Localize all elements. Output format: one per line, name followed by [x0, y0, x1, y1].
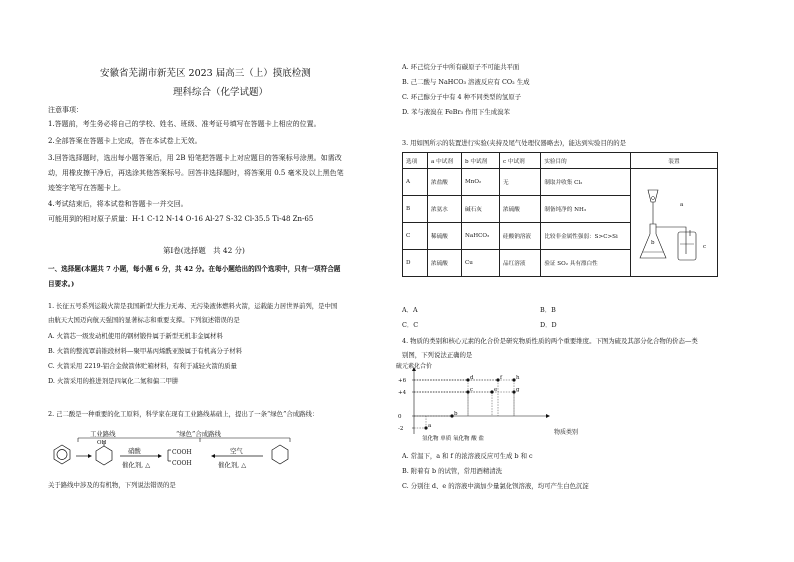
q3-stem: 3. 用如图所示的装置进行实验(夹持及尾气处理仪器略去)，能达到实验目的的是 [402, 139, 627, 147]
y-axis-label: 硫元素化合价 [396, 363, 433, 370]
point-label-g: g [516, 387, 520, 393]
table-cell: 验证 SO₂ 具有漂白性 [541, 250, 631, 277]
table-cell: 无 [500, 169, 541, 196]
part1-heading: 第Ⅰ卷(选择题 共 42 分) [163, 246, 245, 255]
point-label-a: a [428, 423, 432, 429]
exam-title: 安徽省芜湖市新芜区 2023 届高三（上）摸底检测 [100, 68, 311, 79]
point-label-h: h [516, 375, 520, 381]
apparatus-label-c: c [703, 244, 707, 250]
cyclohexane-structure [272, 445, 288, 464]
table-header-row [403, 153, 718, 169]
y-tick-label: +4 [398, 390, 407, 396]
table-cell: Cu [462, 250, 500, 277]
cooh-label: COOH [172, 460, 192, 467]
reagent-air: 空气 [230, 447, 243, 455]
q2-option-c: C. 环己醇分子中有 4 种不同类型的氢原子 [402, 93, 522, 101]
table-cell: C [403, 223, 428, 250]
notice-line: 迹签字笔写在答题卡上。 [48, 184, 125, 192]
table-header: 实验目的 [541, 153, 631, 169]
q3-answer-a: A．A [402, 306, 418, 314]
industrial-route-label: 工业路线 [90, 430, 116, 438]
apparatus-label-b: b [651, 240, 655, 246]
q2-option-b: B. 己二酸与 NaHCO₃ 溶液反应有 CO₂ 生成 [402, 78, 530, 86]
table-cell: 浓盐酸 [428, 169, 462, 196]
q1-option-d: D. 火箭采用的推进剂是四氧化二氮和偏二甲肼 [48, 377, 179, 385]
notice-line: 3.回答选择题时，选出每小题答案后，用 2B 铅笔把答题卡上对应题目的答案标号涂黑。如需改 [48, 154, 342, 162]
q2-option-a: A. 环己烷分子中所有碳原子不可能共平面 [402, 63, 520, 71]
q3-answer-b: B．B [540, 306, 556, 314]
point-label-b: b [454, 411, 458, 417]
apparatus-diagram [634, 172, 714, 272]
cooh-label: COOH [172, 449, 192, 456]
point-label-d: d [470, 375, 474, 381]
y-tick-label: 0 [398, 414, 402, 420]
table-row [403, 169, 718, 196]
table-cell: B [403, 196, 428, 223]
x-axis-label: 物质类别 [554, 429, 579, 436]
reagent-nitric-acid: 硝酸 [128, 447, 141, 455]
q4-stem: 4. 物质的类别和核心元素的化合价是研究物质性质的两个重要维度。下图为硫及其部分化合物的价态—类 [402, 337, 698, 345]
q3-table [402, 152, 718, 277]
q3-answer-d: D．D [540, 321, 557, 329]
green-route-label: “绿色”合成路线 [176, 430, 221, 438]
y-tick-label: +6 [398, 378, 407, 384]
notice-line: 1.答题前，考生务必将自己的学校、姓名、班级、准考证号填写在答题卡上相应的位置。 [48, 120, 321, 128]
q3-answer-c: C．C [402, 321, 419, 329]
table-cell: MnO₂ [462, 169, 500, 196]
table-header: 装置 [631, 153, 718, 169]
notice-line: 2.全部答案在答题卡上完成，答在本试卷上无效。 [48, 137, 202, 145]
valence-class-chart [396, 362, 596, 444]
q1-option-a: A. 火箭芯一级发动机使用的钢材锻件属于新型无机非金属材料 [48, 332, 223, 340]
table-header: b 中试剂 [462, 153, 500, 169]
table-header: 选项 [403, 153, 428, 169]
q1-stem: 由航天大国迈向航天强国的显著标志和重要支撑。下列叙述错误的是 [48, 316, 240, 324]
q4-option-b: B. 附着有 b 的试管，常用酒精清洗 [402, 467, 502, 475]
catalyst-label-1: 催化剂, △ [122, 461, 151, 469]
table-cell: A [403, 169, 428, 196]
apparatus-cell [631, 169, 718, 277]
notice-line: 动，用橡皮擦干净后，再选涂其他答案标号。回答非选择题时，将答案用 0.5 毫米及以上黑色笔 [48, 169, 344, 177]
table-header: a 中试剂 [428, 153, 462, 169]
q1-option-b: B. 火箭的整流罩前锥段材料—聚甲基丙烯酰亚胺属于有机高分子材料 [48, 347, 243, 355]
point-label-c: c [470, 387, 474, 393]
table-cell: NaHCO₃ [462, 223, 500, 250]
notice-heading: 注意事项： [48, 106, 83, 114]
table-cell: 稀硫酸 [428, 223, 462, 250]
table-cell: D [403, 250, 428, 277]
x-axis-arrow [546, 414, 550, 418]
q2-option-d: D. 苯与液溴在 FeBr₃ 作用下生成溴苯 [402, 108, 510, 116]
part1-intro: 目要求。) [48, 280, 75, 288]
part1-intro: 一、选择题(本题共 7 小题，每小题 6 分，共 42 分。在每小题给出的四个选项中，只有一项符合题 [48, 265, 341, 273]
table-header: c 中试剂 [500, 153, 541, 169]
point-label-e: e [494, 387, 498, 393]
y-tick-label: -2 [398, 426, 404, 432]
q4-stem: 别图，下列说法正确的是 [402, 351, 473, 359]
q2-question: 关于路线中涉及的有机物，下列说法错误的是 [48, 481, 176, 489]
point-label-f: f [500, 375, 503, 381]
table-cell: 浓硫酸 [500, 196, 541, 223]
table-cell: 品红溶液 [500, 250, 541, 277]
notice-line: 4.考试结束后，将本试卷和答题卡一并交回。 [48, 200, 188, 208]
table-cell: 浓氨水 [428, 196, 462, 223]
table-cell: 硅酸钠溶液 [500, 223, 541, 250]
q2-stem: 2. 己二酸是一种重要的化工原料，科学家在现有工业路线基础上，提出了一条“绿色”合成路线： [48, 410, 319, 418]
q1-stem: 1. 长征五号系列运载火箭是我国新型大推力无毒、无污染液体燃料火箭，运载能力居世界前列，是中国 [48, 302, 338, 310]
q1-option-c: C. 火箭采用 2219-铝合金做箭体贮箱材料，有利于减轻火箭的质量 [48, 362, 237, 370]
apparatus-label-a: a [680, 202, 684, 208]
notice-line: 可能用到的相对原子质量：H-1 C-12 N-14 O-16 Al-27 S-32 Cl-35.5 Ti-48 Zn-65 [48, 215, 314, 223]
table-cell: 浓硫酸 [428, 250, 462, 277]
table-cell: 制备纯净的 NH₃ [541, 196, 631, 223]
table-cell: 制取并收集 Cl₂ [541, 169, 631, 196]
q4-option-a: A. 常温下，a 和 f 的浓溶液反应可生成 b 和 c [402, 452, 533, 460]
table-cell: 比较非金属性强弱：S>C>Si [541, 223, 631, 250]
table-cell: 碱石灰 [462, 196, 500, 223]
catalyst-label-2: 催化剂, △ [218, 461, 247, 469]
q4-option-c: C. 分别往 d、e 的溶液中滴加少量氯化钡溶液，均可产生白色沉淀 [402, 482, 589, 490]
oh-label: OH [97, 440, 107, 446]
category-labels: 氢化物 单质 氧化物 酸 盐 [422, 436, 484, 442]
exam-subtitle: 理科综合（化学试题） [173, 87, 269, 98]
benzene-structure [54, 445, 70, 464]
